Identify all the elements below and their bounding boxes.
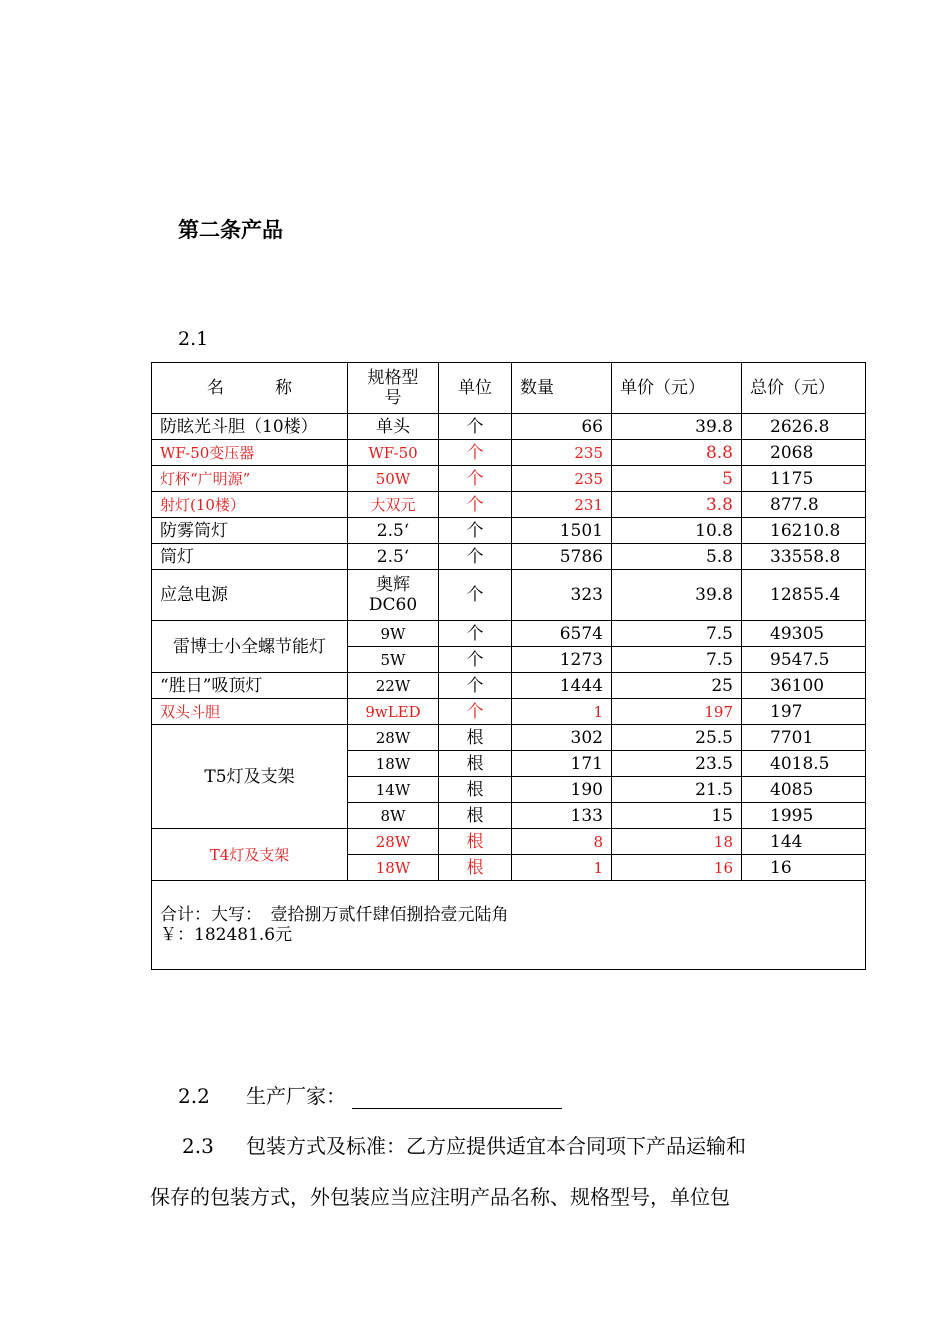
- table-row: [152, 466, 866, 492]
- cell-name: T5灯及支架: [152, 725, 348, 829]
- cell-total: 4018.5: [742, 751, 866, 777]
- cell-total: 16210.8: [742, 518, 866, 544]
- products-table: [151, 362, 866, 970]
- cell-total: 1175: [742, 466, 866, 492]
- packaging-text-line1: 包装方式及标准：乙方应提供适宜本合同项下产品运输和: [246, 1134, 746, 1158]
- cell-total: 4085: [742, 777, 866, 803]
- cell-unit: 个: [439, 466, 512, 492]
- cell-total: 2068: [742, 440, 866, 466]
- table-row: [152, 621, 866, 647]
- cell-name: 雷博士小全螺节能灯: [152, 621, 348, 673]
- header-total: 总价（元）: [742, 363, 866, 414]
- cell-price: 25: [612, 673, 742, 699]
- cell-unit: 根: [439, 855, 512, 881]
- cell-price: 21.5: [612, 777, 742, 803]
- cell-price: 3.8: [612, 492, 742, 518]
- cell-price: 18: [612, 829, 742, 855]
- cell-spec: 18W: [348, 751, 439, 777]
- cell-spec-line1: 奥辉: [376, 575, 410, 595]
- cell-price: 39.8: [612, 570, 742, 621]
- cell-spec: 2.5‘: [348, 544, 439, 570]
- cell-price: 7.5: [612, 647, 742, 673]
- packaging-text-line2: 保存的包装方式，外包装应当应注明产品名称、规格型号，单位包: [150, 1185, 730, 1209]
- cell-unit: 根: [439, 777, 512, 803]
- header-name: 名 称: [152, 363, 348, 414]
- section-2-2: [178, 1080, 562, 1109]
- section-2-3-line2: [150, 1181, 730, 1210]
- table-row: [152, 570, 866, 621]
- table-row: [152, 518, 866, 544]
- cell-price: 15: [612, 803, 742, 829]
- header-qty: 数量: [512, 363, 612, 414]
- cell-qty: 66: [512, 414, 612, 440]
- cell-total: 49305: [742, 621, 866, 647]
- table-row: [152, 492, 866, 518]
- section-number-2-3: 2.3: [182, 1134, 214, 1158]
- cell-qty: 190: [512, 777, 612, 803]
- cell-name: “胜日”吸顶灯: [152, 673, 348, 699]
- cell-spec: 9W: [348, 621, 439, 647]
- cell-unit: 个: [439, 699, 512, 725]
- cell-name: 应急电源: [152, 570, 348, 621]
- cell-total: 877.8: [742, 492, 866, 518]
- cell-unit: 个: [439, 492, 512, 518]
- header-unit: 单位: [439, 363, 512, 414]
- cell-total: 36100: [742, 673, 866, 699]
- table-total-row: [152, 881, 866, 970]
- table-row: [152, 673, 866, 699]
- cell-total: 9547.5: [742, 647, 866, 673]
- cell-name: 防眩光斗胆（10楼）: [152, 414, 348, 440]
- cell-unit: 根: [439, 829, 512, 855]
- cell-price: 39.8: [612, 414, 742, 440]
- header-spec-line2: 号: [384, 388, 402, 408]
- cell-spec: 14W: [348, 777, 439, 803]
- table-row: [152, 440, 866, 466]
- cell-spec: 5W: [348, 647, 439, 673]
- cell-name: 双头斗胆: [152, 699, 348, 725]
- cell-qty: 1501: [512, 518, 612, 544]
- cell-price: 7.5: [612, 621, 742, 647]
- cell-total: 33558.8: [742, 544, 866, 570]
- cell-qty: 1: [512, 855, 612, 881]
- cell-unit: 根: [439, 751, 512, 777]
- cell-total: 1995: [742, 803, 866, 829]
- cell-name: 灯杯“广明源”: [152, 466, 348, 492]
- cell-spec: 大双元: [348, 492, 439, 518]
- cell-qty: 302: [512, 725, 612, 751]
- cell-name: T4灯及支架: [152, 829, 348, 881]
- cell-total: 197: [742, 699, 866, 725]
- cell-price: 25.5: [612, 725, 742, 751]
- cell-unit: 个: [439, 544, 512, 570]
- table-row: [152, 699, 866, 725]
- cell-unit: 个: [439, 570, 512, 621]
- total-in-words: 合计：大写： 壹拾捌万贰仟肆佰捌拾壹元陆角: [160, 905, 509, 925]
- cell-qty: 323: [512, 570, 612, 621]
- cell-price: 197: [612, 699, 742, 725]
- cell-spec: 22W: [348, 673, 439, 699]
- cell-spec-line2: DC60: [368, 595, 418, 615]
- manufacturer-blank-line[interactable]: [352, 1086, 562, 1109]
- cell-name: WF-50变压器: [152, 440, 348, 466]
- cell-total: 12855.4: [742, 570, 866, 621]
- cell-spec: 8W: [348, 803, 439, 829]
- table-row: [152, 829, 866, 855]
- cell-price: 23.5: [612, 751, 742, 777]
- cell-qty: 133: [512, 803, 612, 829]
- header-price: 单价（元）: [612, 363, 742, 414]
- section-number-2-2: 2.2: [178, 1084, 210, 1108]
- cell-unit: 个: [439, 414, 512, 440]
- cell-price: 16: [612, 855, 742, 881]
- cell-unit: 根: [439, 803, 512, 829]
- cell-unit: 个: [439, 647, 512, 673]
- cell-total: 7701: [742, 725, 866, 751]
- table-row: [152, 544, 866, 570]
- table-header-row: [152, 363, 866, 414]
- cell-qty: 1273: [512, 647, 612, 673]
- cell-unit: 个: [439, 518, 512, 544]
- cell-qty: 235: [512, 440, 612, 466]
- cell-spec: 2.5‘: [348, 518, 439, 544]
- header-spec: [348, 363, 439, 414]
- cell-qty: 235: [512, 466, 612, 492]
- cell-total: 16: [742, 855, 866, 881]
- cell-qty: 8: [512, 829, 612, 855]
- cell-qty: 231: [512, 492, 612, 518]
- cell-price: 10.8: [612, 518, 742, 544]
- manufacturer-label: 生产厂家：: [246, 1084, 346, 1108]
- cell-total: 144: [742, 829, 866, 855]
- table-row: [152, 725, 866, 751]
- cell-qty: 6574: [512, 621, 612, 647]
- cell-name: 防雾筒灯: [152, 518, 348, 544]
- cell-spec: 28W: [348, 829, 439, 855]
- total-cell: [152, 881, 866, 970]
- cell-name: 筒灯: [152, 544, 348, 570]
- cell-price: 5: [612, 466, 742, 492]
- cell-spec: 50W: [348, 466, 439, 492]
- cell-unit: 根: [439, 725, 512, 751]
- cell-unit: 个: [439, 440, 512, 466]
- cell-spec: 28W: [348, 725, 439, 751]
- section-2-3-line1: [182, 1130, 746, 1159]
- cell-name: 射灯(10楼）: [152, 492, 348, 518]
- section-heading: 第二条产品: [178, 218, 283, 242]
- cell-qty: 171: [512, 751, 612, 777]
- cell-spec: [348, 570, 439, 621]
- cell-spec: 单头: [348, 414, 439, 440]
- cell-price: 8.8: [612, 440, 742, 466]
- cell-spec: 18W: [348, 855, 439, 881]
- total-in-figures: ￥：182481.6元: [160, 925, 293, 945]
- cell-spec: 9wLED: [348, 699, 439, 725]
- cell-qty: 1: [512, 699, 612, 725]
- cell-qty: 5786: [512, 544, 612, 570]
- header-spec-line1: 规格型: [367, 368, 419, 388]
- cell-total: 2626.8: [742, 414, 866, 440]
- cell-spec: WF-50: [348, 440, 439, 466]
- cell-price: 5.8: [612, 544, 742, 570]
- section-number-2-1: 2.1: [178, 328, 209, 350]
- cell-qty: 1444: [512, 673, 612, 699]
- cell-unit: 个: [439, 621, 512, 647]
- table-row: [152, 414, 866, 440]
- cell-unit: 个: [439, 673, 512, 699]
